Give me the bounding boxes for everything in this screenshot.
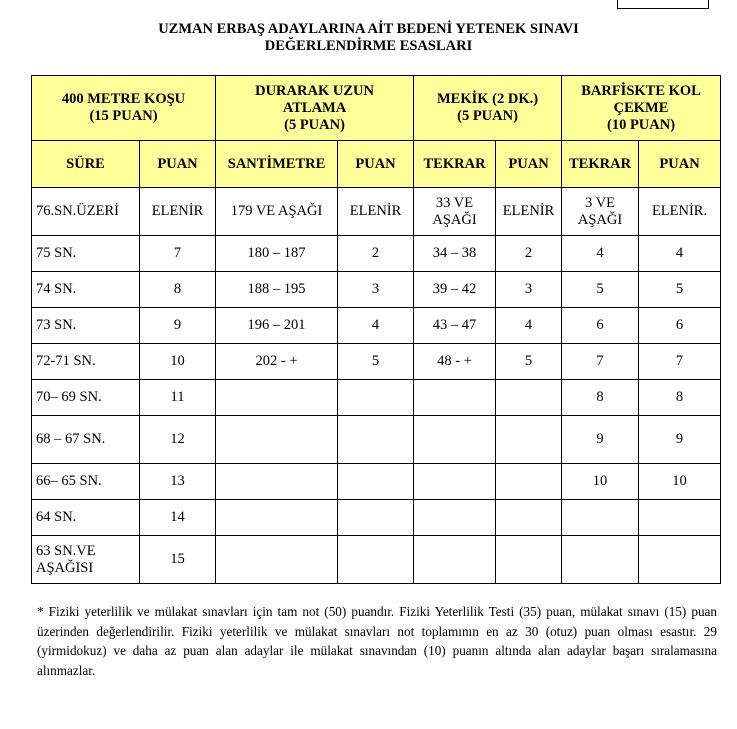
group-header-long-jump: DURARAK UZUN ATLAMA (5 PUAN) [216, 76, 414, 141]
table-cell: 4 [496, 308, 562, 344]
table-cell: 75 SN. [32, 236, 140, 272]
table-cell [496, 416, 562, 464]
table-row [32, 536, 721, 584]
group-header-row [32, 76, 721, 141]
table-cell [216, 464, 338, 500]
table-cell: 74 SN. [32, 272, 140, 308]
table-cell: ELENİR. [639, 188, 721, 236]
table-cell [216, 536, 338, 584]
title-line-1: UZMAN ERBAŞ ADAYLARINA AİT BEDENİ YETENEK SINAVI [158, 21, 579, 37]
table-cell: 4 [338, 308, 414, 344]
table-cell: 7 [562, 344, 639, 380]
footnote: * Fiziki yeterlilik ve mülakat sınavları için tam not (50) puandır. Fiziki Yeterlilik Testi (35) puan, mülakat sınavı (15) puan üzerinden değerlendirilir. Fiziki yeterlilik ve mülakat sınavları not toplamının en az 30 (otuz) puan olması esastır. 29 (yirmidokuz) ve daha az puan alan adaylar ile mülakat sınavından (10) puanın altında alan adaylar başarı sıralamasına alınmazlar. [37, 604, 717, 678]
table-cell: 180 – 187 [216, 236, 338, 272]
table-cell: 8 [562, 380, 639, 416]
table-row [32, 272, 721, 308]
table-cell: 43 – 47 [414, 308, 496, 344]
table-cell [414, 500, 496, 536]
subheader-cell: PUAN [140, 141, 216, 188]
table-cell: 3 [338, 272, 414, 308]
subheader-cell: SÜRE [32, 141, 140, 188]
table-cell: 7 [140, 236, 216, 272]
table-cell [338, 416, 414, 464]
table-row [32, 236, 721, 272]
table-cell: 33 VE AŞAĞI [414, 188, 496, 236]
table-cell: ELENİR [338, 188, 414, 236]
table-cell: 70– 69 SN. [32, 380, 140, 416]
table-cell: 76.SN.ÜZERİ [32, 188, 140, 236]
table-row [32, 188, 721, 236]
table-cell: 3 VE AŞAĞI [562, 188, 639, 236]
table-cell: 10 [140, 344, 216, 380]
subheader-cell: PUAN [496, 141, 562, 188]
table-cell: 13 [140, 464, 216, 500]
table-cell [338, 500, 414, 536]
subheader-cell: PUAN [639, 141, 721, 188]
table-cell [338, 464, 414, 500]
corner-box [617, 0, 709, 9]
table-cell [414, 464, 496, 500]
table-cell: 6 [639, 308, 721, 344]
table-row [32, 308, 721, 344]
title-line-2: DEĞERLENDİRME ESASLARI [264, 38, 473, 54]
subheader-cell: TEKRAR [562, 141, 639, 188]
table-cell [562, 500, 639, 536]
table-cell: 14 [140, 500, 216, 536]
subheader-cell: PUAN [338, 141, 414, 188]
table-cell: ELENİR [496, 188, 562, 236]
table-cell: 5 [496, 344, 562, 380]
table-cell: 73 SN. [32, 308, 140, 344]
table-cell: 11 [140, 380, 216, 416]
table-cell: 15 [140, 536, 216, 584]
table-cell [496, 380, 562, 416]
table-cell: 4 [562, 236, 639, 272]
table-row [32, 500, 721, 536]
table-cell: 10 [639, 464, 721, 500]
table-cell [496, 500, 562, 536]
table-cell: 6 [562, 308, 639, 344]
fitness-criteria-table [31, 75, 721, 584]
table-cell [338, 380, 414, 416]
table-cell: 63 SN.VE AŞAĞISI [32, 536, 140, 584]
subheader-row [32, 141, 721, 188]
group-header-pullups: BARFİSKTE KOL ÇEKME (10 PUAN) [562, 76, 721, 141]
table-cell: 10 [562, 464, 639, 500]
subheader-cell: SANTİMETRE [216, 141, 338, 188]
table-cell: 66– 65 SN. [32, 464, 140, 500]
table-cell [338, 536, 414, 584]
subheader-cell: TEKRAR [414, 141, 496, 188]
table-cell: 179 VE AŞAĞI [216, 188, 338, 236]
table-cell: 8 [639, 380, 721, 416]
table-cell [216, 380, 338, 416]
table-cell [414, 380, 496, 416]
table-cell: 9 [140, 308, 216, 344]
table-cell [414, 416, 496, 464]
table-cell [496, 464, 562, 500]
table-cell [414, 536, 496, 584]
table-cell: 68 – 67 SN. [32, 416, 140, 464]
table-cell: 8 [140, 272, 216, 308]
table-cell [639, 536, 721, 584]
table-row [32, 464, 721, 500]
table-cell: 4 [639, 236, 721, 272]
table-cell: 7 [639, 344, 721, 380]
table-cell: 72-71 SN. [32, 344, 140, 380]
table-cell: 5 [338, 344, 414, 380]
table-cell: 5 [639, 272, 721, 308]
table-row [32, 416, 721, 464]
table-cell: 34 – 38 [414, 236, 496, 272]
table-cell: 2 [496, 236, 562, 272]
table-cell: 5 [562, 272, 639, 308]
table-row [32, 344, 721, 380]
table-cell: 9 [562, 416, 639, 464]
table-cell: 3 [496, 272, 562, 308]
page-title [0, 21, 737, 55]
table-cell [562, 536, 639, 584]
table-cell: ELENİR [140, 188, 216, 236]
table-cell [216, 500, 338, 536]
group-header-run: 400 METRE KOŞU (15 PUAN) [32, 76, 216, 141]
table-cell [496, 536, 562, 584]
table-cell [216, 416, 338, 464]
table-cell: 2 [338, 236, 414, 272]
table-cell: 48 - + [414, 344, 496, 380]
table-cell: 188 – 195 [216, 272, 338, 308]
table-cell: 39 – 42 [414, 272, 496, 308]
table-cell: 9 [639, 416, 721, 464]
table-cell [639, 500, 721, 536]
table-cell: 12 [140, 416, 216, 464]
table-row [32, 380, 721, 416]
table-cell: 64 SN. [32, 500, 140, 536]
group-header-situps: MEKİK (2 DK.) (5 PUAN) [414, 76, 562, 141]
table-cell: 196 – 201 [216, 308, 338, 344]
table-cell: 202 - + [216, 344, 338, 380]
